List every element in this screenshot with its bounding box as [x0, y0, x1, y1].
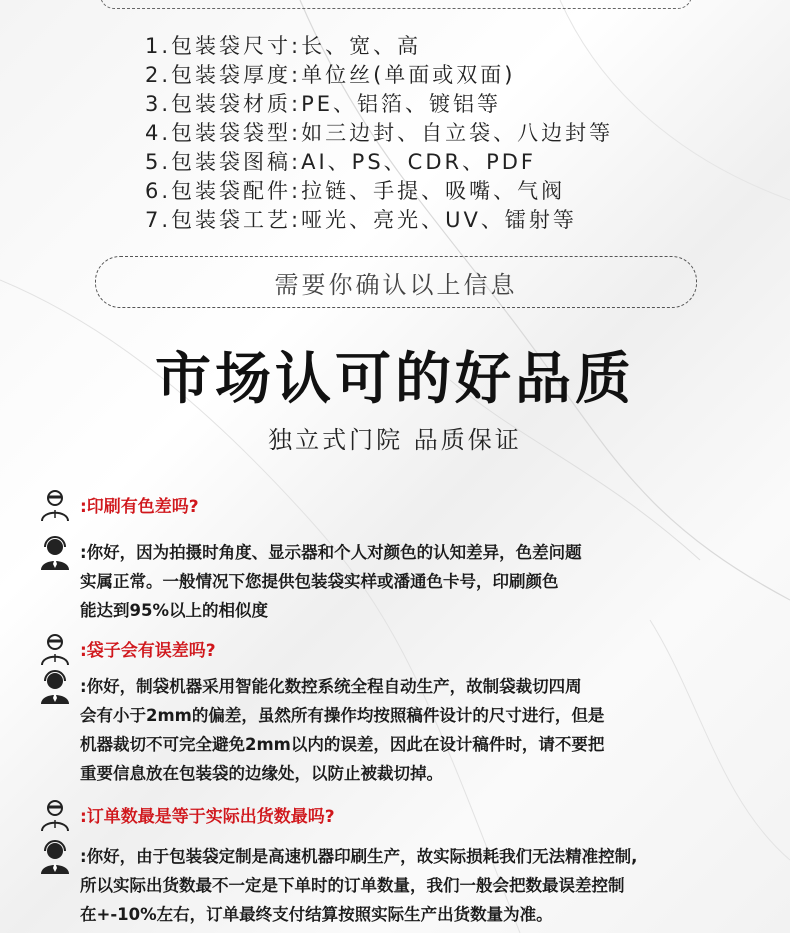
answer-line: 能达到95%以上的相似度 [80, 601, 268, 620]
answer-line: 机器裁切不可完全避免2mm以内的误差，因此在设计稿件时，请不要把 [80, 735, 605, 754]
customer-icon [38, 798, 72, 832]
spec-item: 7.包装袋工艺:哑光、亮光、UV、镭射等 [145, 208, 577, 232]
page-headline: 市场认可的好品质 [155, 347, 635, 412]
answer-line: 实属正常。一般情况下您提供包装袋实样或潘通色卡号，印刷颜色 [80, 572, 559, 591]
customer-icon [38, 632, 72, 666]
spec-item: 5.包装袋图稿:AI、PS、CDR、PDF [145, 150, 537, 174]
customer-icon [38, 488, 72, 522]
answer-line: 重要信息放在包装袋的边缘处，以防止被裁切掉。 [80, 764, 443, 783]
spec-item: 3.包装袋材质:PE、铝箔、镀铝等 [145, 92, 502, 116]
answer-line: 会有小于2mm的偏差，虽然所有操作均按照稿件设计的尺寸进行，但是 [80, 706, 605, 725]
faq-answer-text [80, 538, 760, 625]
answer-line: :你好，由于包装袋定制是高速机器印刷生产，故实际损耗我们无法精准控制, [80, 847, 638, 866]
faq-question-text: :订单数最是等于实际出货数最吗? [80, 807, 335, 827]
answer-line: 在+-10%左右，订单最终支付结算按照实际生产出货数量为准。 [80, 905, 553, 924]
service-agent-icon [38, 670, 72, 704]
answer-line: 所以实际出货数最不一定是下单时的订单数量，我们一般会把数最误差控制 [80, 876, 625, 895]
faq-answer-text [80, 672, 760, 788]
spec-item: 6.包装袋配件:拉链、手提、吸嘴、气阀 [145, 179, 566, 203]
spec-item: 4.包装袋袋型:如三边封、自立袋、八边封等 [145, 121, 614, 145]
confirm-banner: 需要你确认以上信息 [95, 256, 697, 308]
top-dashed-frame [100, 0, 692, 9]
service-agent-icon [38, 840, 72, 874]
answer-line: :你好，制袋机器采用智能化数控系统全程自动生产，故制袋裁切四周 [80, 677, 582, 696]
faq-answer-text [80, 842, 760, 929]
page-subheading: 独立式门院 品质保证 [268, 426, 522, 454]
spec-item: 2.包装袋厚度:单位丝(单面或双面) [145, 63, 516, 87]
faq-question-text: :印刷有色差吗? [80, 497, 199, 517]
spec-list [145, 32, 613, 235]
faq-question-text: :袋子会有误差吗? [80, 641, 216, 661]
service-agent-icon [38, 536, 72, 570]
spec-item: 1.包装袋尺寸:长、宽、高 [145, 34, 422, 58]
answer-line: :你好，因为拍摄时角度、显示器和个人对颜色的认知差异，色差问题 [80, 543, 582, 562]
